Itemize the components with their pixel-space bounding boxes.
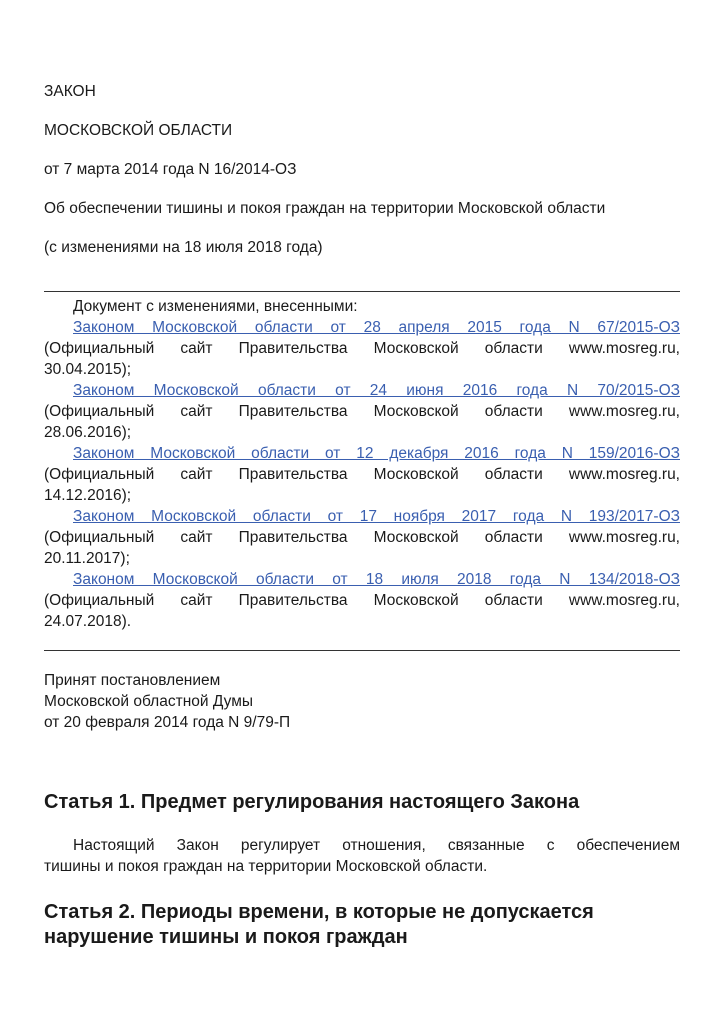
amendment-source-date: 24.07.2018).	[44, 613, 132, 630]
amendment-source-date: 20.11.2017);	[44, 550, 130, 567]
amendments-intro: Документ с изменениями, внесенными:	[73, 298, 358, 315]
amendment-item	[44, 443, 680, 506]
law-date-number: от 7 марта 2014 года N 16/2014-ОЗ	[44, 161, 297, 178]
amendment-source-date: 30.04.2015);	[44, 361, 132, 378]
article-2-title	[44, 900, 680, 950]
amendment-link[interactable]: Законом Московской области от 24 июня 2016 года N 70/2015-ОЗ	[73, 382, 680, 399]
law-title: Об обеспечении тишины и покоя граждан на территории Московской области	[44, 200, 606, 217]
amendment-item	[44, 569, 680, 632]
amendment-item	[44, 380, 680, 443]
amendment-item	[44, 317, 680, 380]
amendment-link[interactable]: Законом Московской области от 28 апреля 2015 года N 67/2015-ОЗ	[73, 319, 680, 336]
article-1-text-line: тишины и покоя граждан на территории Московской области.	[44, 858, 488, 875]
article-1-body	[44, 835, 680, 877]
article-1-text-line: Настоящий Закон регулирует отношения, связанные с обеспечением	[73, 837, 680, 854]
adoption-date: от 20 февраля 2014 года N 9/79-П	[44, 714, 291, 731]
article-2-title-line: Статья 2. Периоды времени, в которые не допускается	[44, 901, 594, 923]
amendment-source: (Официальный сайт Правительства Московской области www.mosreg.ru,	[44, 529, 680, 546]
amendment-source: (Официальный сайт Правительства Московской области www.mosreg.ru,	[44, 340, 680, 357]
amendment-source: (Официальный сайт Правительства Московской области www.mosreg.ru,	[44, 592, 680, 609]
adoption-body: Московской областной Думы	[44, 693, 254, 710]
adoption-note	[44, 670, 290, 733]
bottom-divider	[44, 650, 680, 651]
law-label: ЗАКОН	[44, 83, 96, 100]
amendment-link[interactable]: Законом Московской области от 12 декабря 2016 года N 159/2016-ОЗ	[73, 445, 680, 462]
top-divider	[44, 291, 680, 292]
adoption-line: Принят постановлением	[44, 672, 221, 689]
amendment-source-date: 14.12.2016);	[44, 487, 132, 504]
amendment-source-date: 28.06.2016);	[44, 424, 132, 441]
revision-note: (с изменениями на 18 июля 2018 года)	[44, 239, 323, 256]
amendment-link[interactable]: Законом Московской области от 18 июля 2018 года N 134/2018-ОЗ	[73, 571, 680, 588]
region-label: МОСКОВСКОЙ ОБЛАСТИ	[44, 122, 233, 139]
amendment-source: (Официальный сайт Правительства Московской области www.mosreg.ru,	[44, 466, 680, 483]
amendment-item	[44, 506, 680, 569]
article-1-title: Статья 1. Предмет регулирования настоящего Закона	[44, 791, 580, 813]
amendment-source: (Официальный сайт Правительства Московской области www.mosreg.ru,	[44, 403, 680, 420]
amendment-link[interactable]: Законом Московской области от 17 ноября 2017 года N 193/2017-ОЗ	[73, 508, 680, 525]
article-2-title-line: нарушение тишины и покоя граждан	[44, 926, 408, 948]
amendments-block	[44, 296, 680, 632]
